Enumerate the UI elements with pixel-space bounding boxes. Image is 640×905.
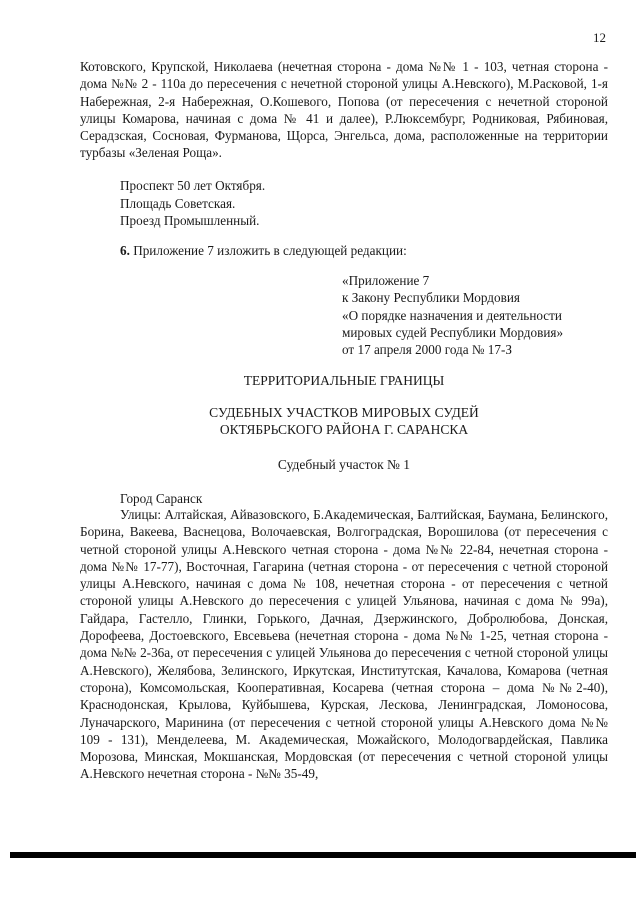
city-label: Город Саранск — [120, 491, 203, 506]
sub-item-avenue: Проспект 50 лет Октября. — [120, 178, 266, 193]
intro-paragraph: Котовского, Крупской, Николаева (нечетная сторона - дома №№ 1 - 103, четная сторона - дома №№ 2 - 110а до пересечения с нечетной стороной улицы А.Невского), М.Расковой, 1-я Набережная, 2-я Набережная, О.Кошевого, Попова (от пересечения с нечетной стороной улицы Комарова, начиная с дома № 41 и далее), Р.Люксембург, Родниковая, Рябиновая, Серадзская, Сосновая, Фурманова, Щорса, Энгельса, дома, расположенные на территории турбазы «Зеленая Роща». — [80, 59, 608, 161]
appendix-header — [342, 272, 612, 358]
amendment-number: 6. — [120, 243, 130, 258]
sub-item-square: Площадь Советская. — [120, 196, 236, 211]
page-number: 12 — [593, 30, 606, 45]
appendix-line: мировых судей Республики Мордовия» — [342, 324, 564, 340]
streets-paragraph: Улицы: Алтайская, Айвазовского, Б.Академическая, Балтийская, Баумана, Белинского, Борина, Вакеева, Васнецова, Волочаевская, Волгоградская, Ворошилова (от пересечения с четной стороной улицы А.Невского четная сторона - дома №№ 22-84, нечетная сторона - дома №№ 17-77), Восточная, Гагарина (четная сторона - от пересечения с четной стороной улицы А.Невского, начиная с дома № 108, нечетная сторона - от пересечения с четной стороной улицы А.Невского до пересечения с улицей Ульянова, начиная с дома № 99а), Гайдара, Гастелло, Глинки, Горького, Дачная, Дзержинского, Добролюбова, Донская, Дорофеева, Достоевского, Евсевьева (нечетная сторона - дома №№ 1-25, четная сторона - дома №№ 2-36а, от пересечения с улицей Ульянова до пересечения с четной стороной улицы А.Невского), Желябова, Зелинского, Иркутская, Институтская, Качалова, Комарова (четная сторона), Комсомольская, Кооперативная, Косарева (четная сторона – дома №№2-40), Краснодонская, Крылова, Куйбышева, Курская, Лескова, Ленинградская, Ломоносова, Луначарского, Маринина (от пересечения с четной стороной улицы А.Невского дома №№ 109 - 131), Менделеева, М. Академическая, Можайского, Молодогвардейская, Павлика Морозова, Минская, Мокшанская, Мордовская (от пересечения с четной стороной улицы А.Невского нечетная сторона - №№ 35-49, — [80, 507, 608, 782]
appendix-line: «О порядке назначения и деятельности — [342, 307, 562, 323]
sub-item-passage: Проезд Промышленный. — [120, 213, 260, 228]
appendix-line: к Закону Республики Мордовия — [342, 290, 520, 306]
amendment-line — [120, 243, 407, 259]
page-bottom-bar — [10, 852, 636, 858]
appendix-line: «Приложение 7 — [342, 273, 430, 288]
section-title: Судебный участок № 1 — [277, 457, 411, 472]
amendment-text: Приложение 7 изложить в следующей редакции: — [129, 243, 407, 258]
document-title-line1: ТЕРРИТОРИАЛЬНЫЕ ГРАНИЦЫ — [243, 373, 445, 388]
appendix-line: от 17 апреля 2000 года № 17-З — [342, 342, 512, 358]
document-title-line3: ОКТЯБРЬСКОГО РАЙОНА Г. САРАНСКА — [219, 422, 469, 437]
document-title-line2: СУДЕБНЫХ УЧАСТКОВ МИРОВЫХ СУДЕЙ — [209, 405, 479, 420]
